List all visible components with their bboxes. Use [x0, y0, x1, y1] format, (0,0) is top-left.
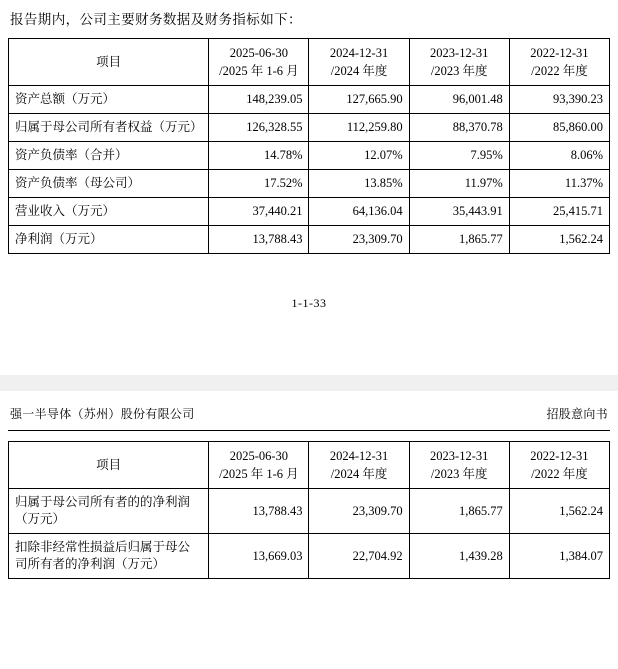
- table-header-cell-2022: [509, 442, 609, 489]
- row-value: 127,665.90: [309, 86, 409, 114]
- row-label: 资产总额（万元）: [9, 86, 209, 114]
- row-label: 归属于母公司所有者的的净利润（万元）: [9, 489, 209, 534]
- table-header-cell-2025h1: [209, 39, 309, 86]
- page-running-header: [0, 391, 618, 428]
- row-label: 资产负债率（母公司）: [9, 170, 209, 198]
- table-header-cell-item: [9, 442, 209, 489]
- header-line-2: /2025 年 1-6 月: [219, 467, 299, 481]
- header-line-1: 2025-06-30: [229, 449, 289, 463]
- table-row: [9, 489, 610, 534]
- financial-summary-table-2: [8, 441, 610, 579]
- header-line-1: 2022-12-31: [530, 449, 589, 463]
- row-value: 85,860.00: [509, 114, 609, 142]
- table-header-cell-2023: [409, 442, 509, 489]
- header-line-1: 2023-12-31: [430, 449, 489, 463]
- document-type-label: 招股意向书: [546, 407, 608, 421]
- header-line-1: 2022-12-31: [530, 46, 589, 60]
- company-name: 强一半导体（苏州）股份有限公司: [10, 407, 195, 421]
- row-value: 1,384.07: [509, 534, 609, 579]
- row-value: 13,788.43: [209, 489, 309, 534]
- row-label: 净利润（万元）: [9, 226, 209, 254]
- row-label: 资产负债率（合并）: [9, 142, 209, 170]
- header-line-2: /2025 年 1-6 月: [219, 64, 299, 78]
- header-line-2: /2022 年度: [531, 467, 588, 481]
- row-value: 88,370.78: [409, 114, 509, 142]
- row-value: 93,390.23: [509, 86, 609, 114]
- header-line-1: 2024-12-31: [329, 449, 389, 463]
- row-value: 148,239.05: [209, 86, 309, 114]
- table-row: [9, 170, 610, 198]
- financial-summary-table-1: [8, 38, 610, 254]
- header-line-1: 2024-12-31: [329, 46, 389, 60]
- table-header-cell-2024: [309, 39, 409, 86]
- header-line-2: /2023 年度: [430, 467, 488, 481]
- document-page-2: [0, 391, 618, 579]
- row-value: 11.37%: [509, 170, 609, 198]
- row-value: 11.97%: [409, 170, 509, 198]
- header-line-2: /2022 年度: [531, 64, 588, 78]
- row-label: 扣除非经常性损益后归属于母公司所有者的净利润（万元）: [9, 534, 209, 579]
- row-value: 13,669.03: [209, 534, 309, 579]
- row-value: 1,865.77: [409, 489, 509, 534]
- row-value: 17.52%: [209, 170, 309, 198]
- row-value: 12.07%: [309, 142, 409, 170]
- table-row: [9, 86, 610, 114]
- row-value: 126,328.55: [209, 114, 309, 142]
- table-header-cell-2025h1: [209, 442, 309, 489]
- table-row: [9, 114, 610, 142]
- page-separator-band: [0, 375, 618, 391]
- table-header-cell-item: [9, 39, 209, 86]
- table-header-row: [9, 442, 610, 489]
- header-line-1: 2025-06-30: [229, 46, 289, 60]
- header-line-2: /2023 年度: [430, 64, 488, 78]
- header-line-1: 项目: [96, 458, 122, 472]
- header-line-2: /2024 年度: [330, 64, 388, 78]
- header-divider: [8, 430, 610, 431]
- row-label: 归属于母公司所有者权益（万元）: [9, 114, 209, 142]
- header-line-1: 2023-12-31: [430, 46, 489, 60]
- row-value: 23,309.70: [309, 226, 409, 254]
- table-row: [9, 226, 610, 254]
- header-line-2: /2024 年度: [330, 467, 388, 481]
- row-value: 1,439.28: [409, 534, 509, 579]
- row-value: 22,704.92: [309, 534, 409, 579]
- row-value: 7.95%: [409, 142, 509, 170]
- row-value: 8.06%: [509, 142, 609, 170]
- header-line-1: 项目: [96, 55, 122, 69]
- table-row: [9, 534, 610, 579]
- row-value: 37,440.21: [209, 198, 309, 226]
- row-value: 13,788.43: [209, 226, 309, 254]
- table-header-cell-2022: [509, 39, 609, 86]
- row-value: 112,259.80: [309, 114, 409, 142]
- row-value: 96,001.48: [409, 86, 509, 114]
- row-value: 1,865.77: [409, 226, 509, 254]
- row-value: 25,415.71: [509, 198, 609, 226]
- row-value: 1,562.24: [509, 226, 609, 254]
- row-value: 35,443.91: [409, 198, 509, 226]
- intro-paragraph: 报告期内，公司主要财务数据及财务指标如下：: [10, 12, 302, 27]
- table-header-cell-2023: [409, 39, 509, 86]
- page-number-footer: 1-1-33: [291, 296, 327, 310]
- table-header-cell-2024: [309, 442, 409, 489]
- row-value: 64,136.04: [309, 198, 409, 226]
- row-value: 14.78%: [209, 142, 309, 170]
- table-row: [9, 142, 610, 170]
- row-value: 1,562.24: [509, 489, 609, 534]
- table-header-row: [9, 39, 610, 86]
- row-label: 营业收入（万元）: [9, 198, 209, 226]
- table-row: [9, 198, 610, 226]
- page-break-gap: [0, 321, 618, 375]
- row-value: 13.85%: [309, 170, 409, 198]
- document-page-1: [0, 0, 618, 321]
- row-value: 23,309.70: [309, 489, 409, 534]
